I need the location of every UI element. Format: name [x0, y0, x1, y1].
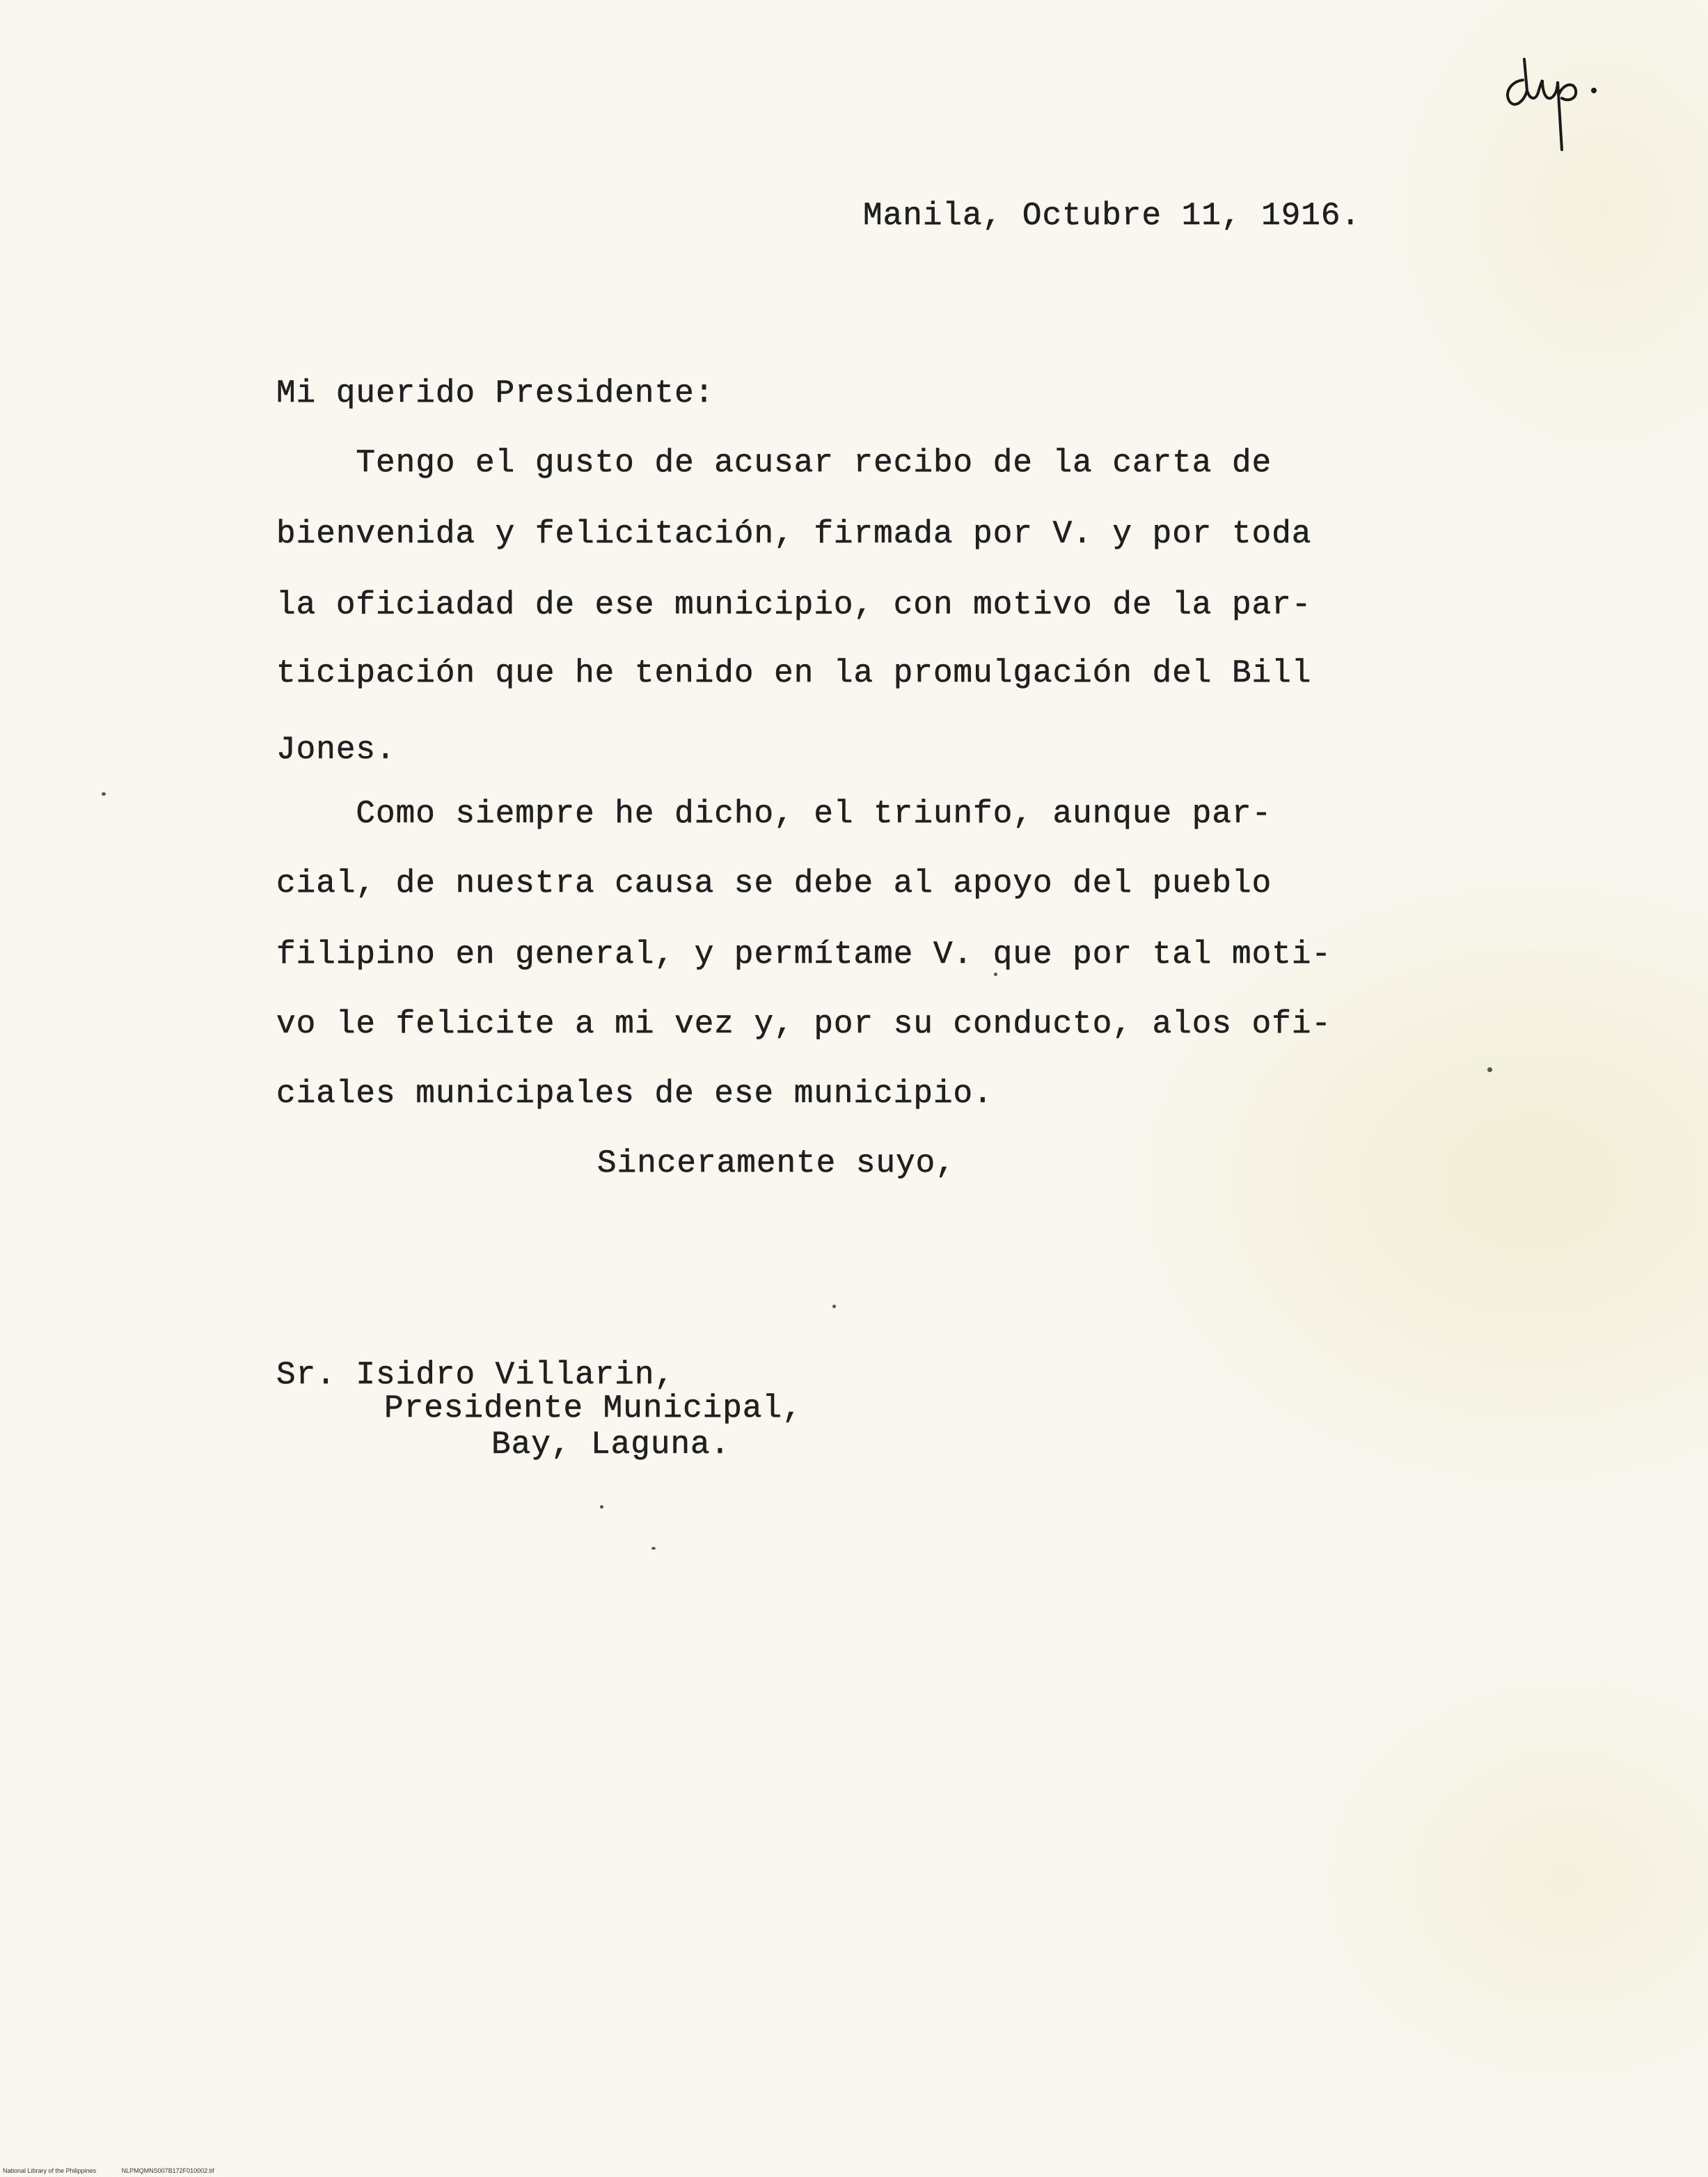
paper-speck — [102, 792, 106, 796]
paper-speck — [832, 1305, 836, 1308]
closing: Sinceramente suyo, — [597, 1145, 956, 1181]
body-line: vo le felicite a mi vez y, por su conducto, alos ofi- — [276, 1006, 1332, 1042]
body-line: Jones. — [276, 732, 396, 768]
body-line: cial, de nuestra causa se debe al apoyo del pueblo — [276, 865, 1272, 902]
addressee-name: Sr. Isidro Villarin, — [276, 1357, 675, 1393]
addressee-title: Presidente Municipal, — [384, 1390, 802, 1427]
body-line: Como siempre he dicho, el triunfo, aunque par- — [276, 796, 1272, 832]
letter-date: Manila, Octubre 11, 1916. — [863, 198, 1361, 234]
paper-speck — [1487, 1067, 1492, 1072]
addressee-place: Bay, Laguna. — [491, 1427, 731, 1463]
salutation: Mi querido Presidente: — [276, 375, 715, 411]
body-line: ticipación que he tenido en la promulgación del Bill — [276, 655, 1312, 691]
handwritten-annotation — [1496, 52, 1636, 164]
body-line: filipino en general, y permítame V. que por tal moti- — [276, 936, 1332, 973]
footer-library: National Library of the Philippines — [3, 2167, 97, 2174]
body-line: Tengo el gusto de acusar recibo de la carta de — [276, 445, 1272, 481]
paper-speck — [651, 1547, 656, 1550]
paper-speck — [600, 1505, 603, 1509]
body-line: bienvenida y felicitación, firmada por V. y por toda — [276, 516, 1312, 552]
body-line: la oficiadad de ese municipio, con motivo de la par- — [276, 587, 1312, 623]
paper-speck — [994, 973, 997, 976]
body-line: ciales municipales de ese municipio. — [276, 1076, 993, 1112]
archive-footer — [0, 2165, 1708, 2177]
footer-file: NLPMQMNS007B172F010002.tif — [121, 2167, 214, 2174]
